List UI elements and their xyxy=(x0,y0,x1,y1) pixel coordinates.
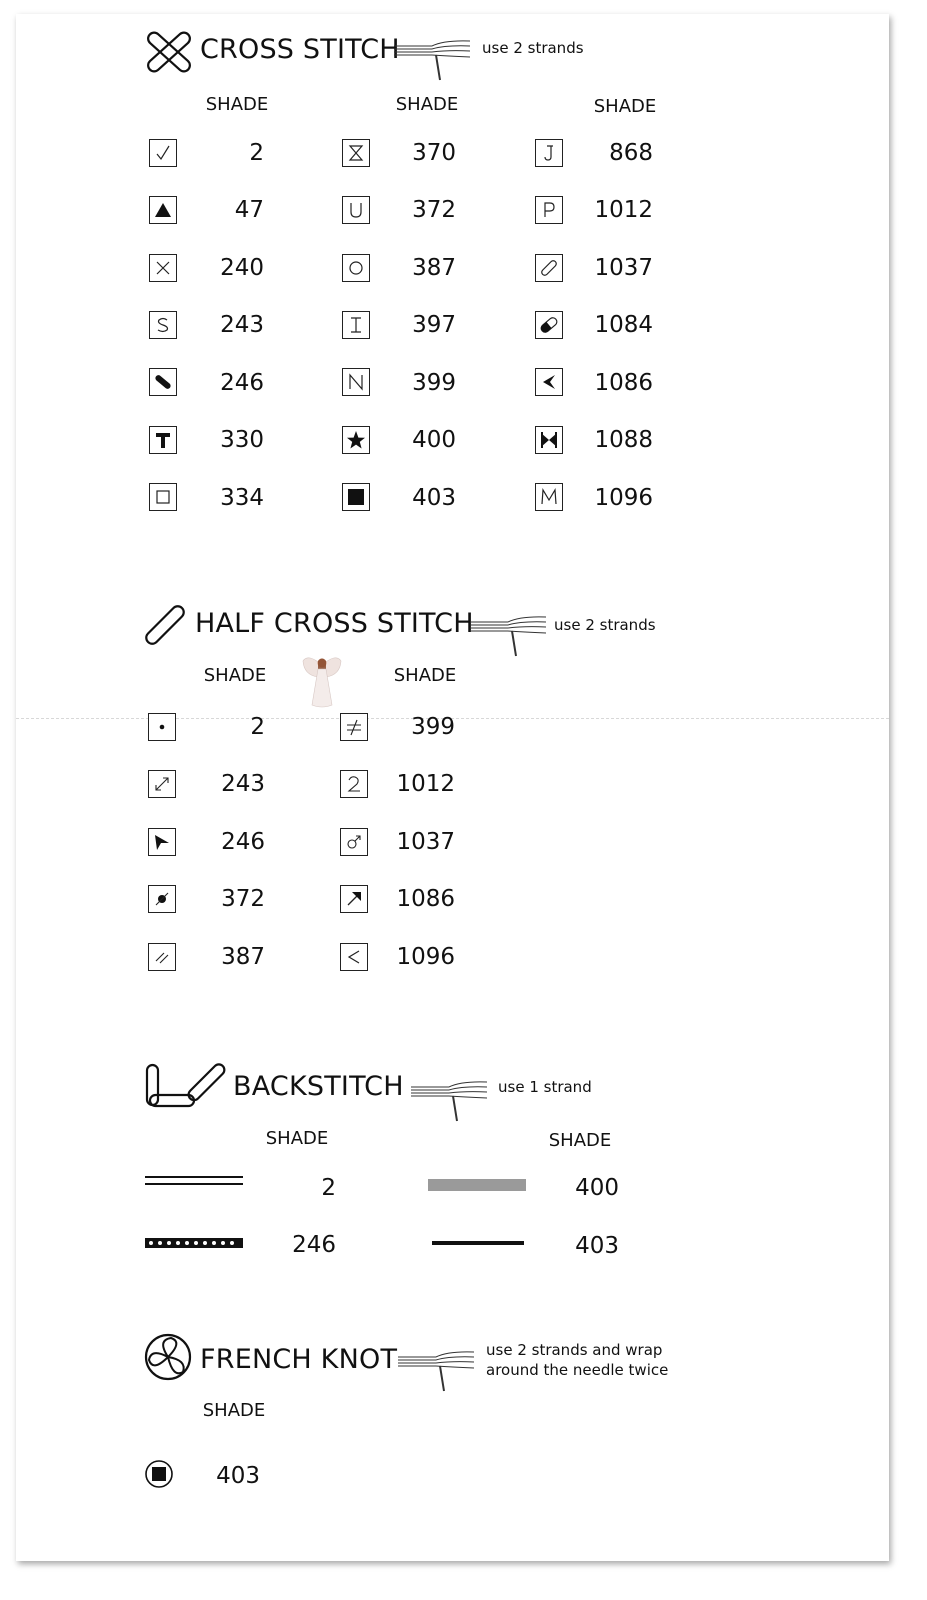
shade-number: 1086 xyxy=(594,370,653,396)
letter-n-icon xyxy=(342,368,370,396)
letter-j-icon xyxy=(535,139,563,167)
double-slash-icon xyxy=(148,943,176,971)
numeral-2-icon xyxy=(340,770,368,798)
star-icon xyxy=(342,426,370,454)
x-icon xyxy=(149,254,177,282)
shade-header: SHADE xyxy=(395,94,459,115)
shade-header: SHADE xyxy=(202,1400,266,1421)
shade-number: 246 xyxy=(292,1232,336,1258)
shade-number: 1037 xyxy=(396,829,455,855)
backstitch-icon xyxy=(144,1061,228,1111)
shade-number: 2 xyxy=(321,1175,336,1201)
letter-s-icon xyxy=(149,311,177,339)
up-right-arrow-icon xyxy=(340,885,368,913)
shade-number: 1037 xyxy=(594,255,653,281)
male-symbol-icon xyxy=(340,828,368,856)
letter-t-icon xyxy=(149,426,177,454)
pill-icon xyxy=(149,368,177,396)
dotted-bar-icon xyxy=(145,1236,243,1250)
thread-needle-icon xyxy=(468,612,550,658)
shade-number: 372 xyxy=(412,197,456,223)
shade-number: 1088 xyxy=(594,427,653,453)
hourglass-icon xyxy=(342,139,370,167)
cross-stitch-strands: use 2 strands xyxy=(482,39,584,57)
shade-number: 372 xyxy=(221,886,265,912)
thread-needle-icon xyxy=(396,1347,478,1393)
shade-header: SHADE xyxy=(593,96,657,117)
shade-number: 400 xyxy=(575,1175,619,1201)
solid-line-icon xyxy=(432,1236,530,1250)
letter-m-icon xyxy=(535,483,563,511)
shade-number: 2 xyxy=(249,140,264,166)
thread-needle-icon xyxy=(392,36,474,82)
check-icon xyxy=(149,139,177,167)
half-pill-icon xyxy=(535,311,563,339)
half-cross-stitch-strands: use 2 strands xyxy=(554,616,656,634)
arrow-corner-icon xyxy=(148,828,176,856)
shade-number: 399 xyxy=(412,370,456,396)
shade-number: 330 xyxy=(220,427,264,453)
double-line-icon xyxy=(145,1174,243,1188)
shade-number: 246 xyxy=(220,370,264,396)
letter-p-icon xyxy=(535,196,563,224)
shade-number: 1086 xyxy=(396,886,455,912)
shade-header: SHADE xyxy=(203,665,267,686)
shade-number: 868 xyxy=(609,140,653,166)
french-knot-title: FRENCH KNOT xyxy=(200,1344,398,1375)
french-knot-icon xyxy=(143,1332,193,1382)
filled-square-icon xyxy=(342,483,370,511)
shade-number: 47 xyxy=(234,197,264,223)
shade-header: SHADE xyxy=(205,94,269,115)
half-cross-stitch-icon xyxy=(144,604,186,646)
letter-i-icon xyxy=(342,311,370,339)
bowtie-icon xyxy=(535,426,563,454)
shade-number: 334 xyxy=(220,485,264,511)
shade-number: 240 xyxy=(220,255,264,281)
shade-header: SHADE xyxy=(393,665,457,686)
shade-header: SHADE xyxy=(548,1130,612,1151)
less-than-icon xyxy=(340,943,368,971)
shade-number: 1012 xyxy=(594,197,653,223)
shade-number: 403 xyxy=(412,485,456,511)
shade-number: 1096 xyxy=(594,485,653,511)
circled-square-icon xyxy=(144,1459,174,1489)
shade-number: 403 xyxy=(575,1233,619,1259)
french-knot-strands: use 2 strands and wrap around the needle twice xyxy=(486,1341,669,1379)
shade-number: 1096 xyxy=(396,944,455,970)
shade-header: SHADE xyxy=(265,1128,329,1149)
letter-u-icon xyxy=(342,196,370,224)
thread-needle-icon xyxy=(409,1077,491,1123)
left-arrowhead-icon xyxy=(535,368,563,396)
shade-number: 243 xyxy=(220,312,264,338)
backstitch-title: BACKSTITCH xyxy=(233,1071,404,1102)
shade-number: 399 xyxy=(411,714,455,740)
small-square-icon xyxy=(149,483,177,511)
not-equal-icon xyxy=(340,713,368,741)
shade-number: 387 xyxy=(412,255,456,281)
shade-number: 400 xyxy=(412,427,456,453)
outline-pill-icon xyxy=(535,254,563,282)
shade-number: 246 xyxy=(221,829,265,855)
chart-key-sheet xyxy=(16,14,889,1561)
circle-icon xyxy=(342,254,370,282)
shade-number: 370 xyxy=(412,140,456,166)
backstitch-strands: use 1 strand xyxy=(498,1078,592,1096)
shade-number: 403 xyxy=(216,1463,260,1489)
filled-triangle-icon xyxy=(149,196,177,224)
shade-number: 2 xyxy=(250,714,265,740)
cross-stitch-title: CROSS STITCH xyxy=(200,34,400,65)
shade-number: 387 xyxy=(221,944,265,970)
diagonal-double-arrow-icon xyxy=(148,770,176,798)
shade-number: 397 xyxy=(412,312,456,338)
shade-number: 1084 xyxy=(594,312,653,338)
angel-figure-image xyxy=(300,651,344,709)
shade-number: 243 xyxy=(221,771,265,797)
dot-icon xyxy=(148,713,176,741)
pinned-dot-icon xyxy=(148,885,176,913)
grey-bar-icon xyxy=(428,1178,526,1192)
shade-number: 1012 xyxy=(396,771,455,797)
half-cross-stitch-title: HALF CROSS STITCH xyxy=(195,608,474,639)
cross-stitch-icon xyxy=(147,31,191,73)
